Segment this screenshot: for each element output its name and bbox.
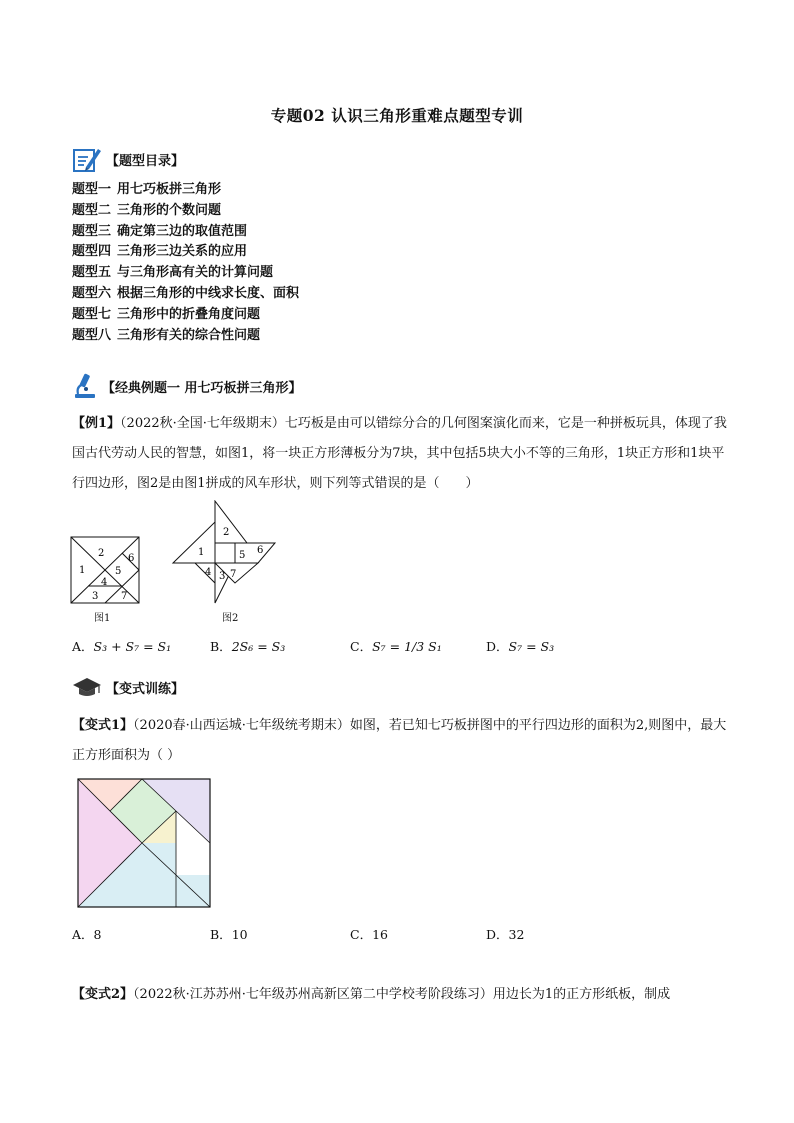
toc-item[interactable]: 题型七 三角形中的折叠角度问题 [72,306,261,322]
option-d[interactable]: D．S₇ = S₃ [486,639,555,654]
tangram-figure-2 [170,500,280,604]
option-b[interactable]: B．10 [210,927,248,942]
toc-item[interactable]: 题型一 用七巧板拼三角形 [72,182,222,197]
piece-number: 7 [121,591,128,602]
section-heading-text: 【变式训练】 [106,681,185,697]
toc-item[interactable]: 题型六 根据三角形的中线求长度、面积 [72,285,300,301]
tangram-square-colored [77,778,211,908]
piece-number: 3 [92,591,99,602]
toc-heading-text: 【题型目录】 [106,153,185,169]
page-title: 专题02 认识三角形重难点题型专训 [270,106,524,125]
option-b[interactable]: B．2S₆ = S₃ [210,639,286,654]
piece-number: 1 [79,565,86,576]
piece-number: 4 [101,577,108,588]
example-1-text: 【例1】（2022秋·全国·七年级期末）七巧板是由可以错综分合的几何图案演化而来，它是一种拼板玩具，体现了我国古代劳动人民的智慧，如图1，将一块正方形薄板分为7块，其中包括5块大小不等的三角形，1块正方形和1块平行四边形，图2是由图1拼成的风车形状，则下列等式错误的是（ ） [72,416,727,491]
option-c[interactable]: C．16 [350,927,388,942]
toc-item[interactable]: 题型八 三角形有关的综合性问题 [72,327,261,343]
toc-item[interactable]: 题型二 三角形的个数问题 [72,202,222,218]
variant-1-options [72,925,732,943]
notepad-pencil-icon [72,145,102,173]
piece-number: 6 [257,545,264,556]
piece-number: 6 [128,553,135,564]
piece-number: 5 [115,566,122,577]
piece-number: 5 [239,550,246,561]
example-tag: 【例1】 [72,416,121,431]
piece-number: 1 [198,547,205,558]
toc-item[interactable]: 题型三 确定第三边的取值范围 [72,223,248,239]
section-heading-variants [72,676,184,698]
option-a[interactable]: A．S₃ + S₇ = S₁ [72,639,172,654]
piece-number: 4 [205,567,212,578]
example-1-options [72,637,732,655]
piece-number: 2 [98,548,105,559]
section-heading-text: 【经典例题一 用七巧板拼三角形】 [102,380,302,396]
graduation-cap-icon [72,676,102,698]
toc-heading [72,145,184,173]
variant-2-text: 【变式2】（2022秋·江苏苏州·七年级苏州高新区第二中学校考阶段练习）用边长为1的正方形纸板，制成 [72,987,671,1002]
variant-tag: 【变式2】 [72,987,134,1002]
piece-number: 2 [223,527,230,538]
piece-number: 7 [230,569,237,580]
section-heading-example [72,372,302,400]
tangram-figure-1 [70,536,142,604]
toc-item[interactable]: 题型五 与三角形高有关的计算问题 [72,265,274,281]
figure-2-label: 图2 [222,613,239,624]
toc-item[interactable]: 题型四 三角形三边关系的应用 [72,244,248,260]
option-c[interactable]: C．S₇ = 1/3 S₁ [350,639,442,654]
microscope-icon [72,372,98,400]
variant-1-text: 【变式1】（2020春·山西运城·七年级统考期末）如图，若已知七巧板拼图中的平行四边形的面积为2,则图中，最大正方形面积为（ ） [72,718,727,763]
option-a[interactable]: A．8 [72,927,102,942]
option-d[interactable]: D．32 [486,927,525,942]
figure-1-label: 图1 [94,613,111,624]
piece-number: 3 [219,571,226,582]
variant-tag: 【变式1】 [72,718,134,733]
toc-list [72,180,299,346]
